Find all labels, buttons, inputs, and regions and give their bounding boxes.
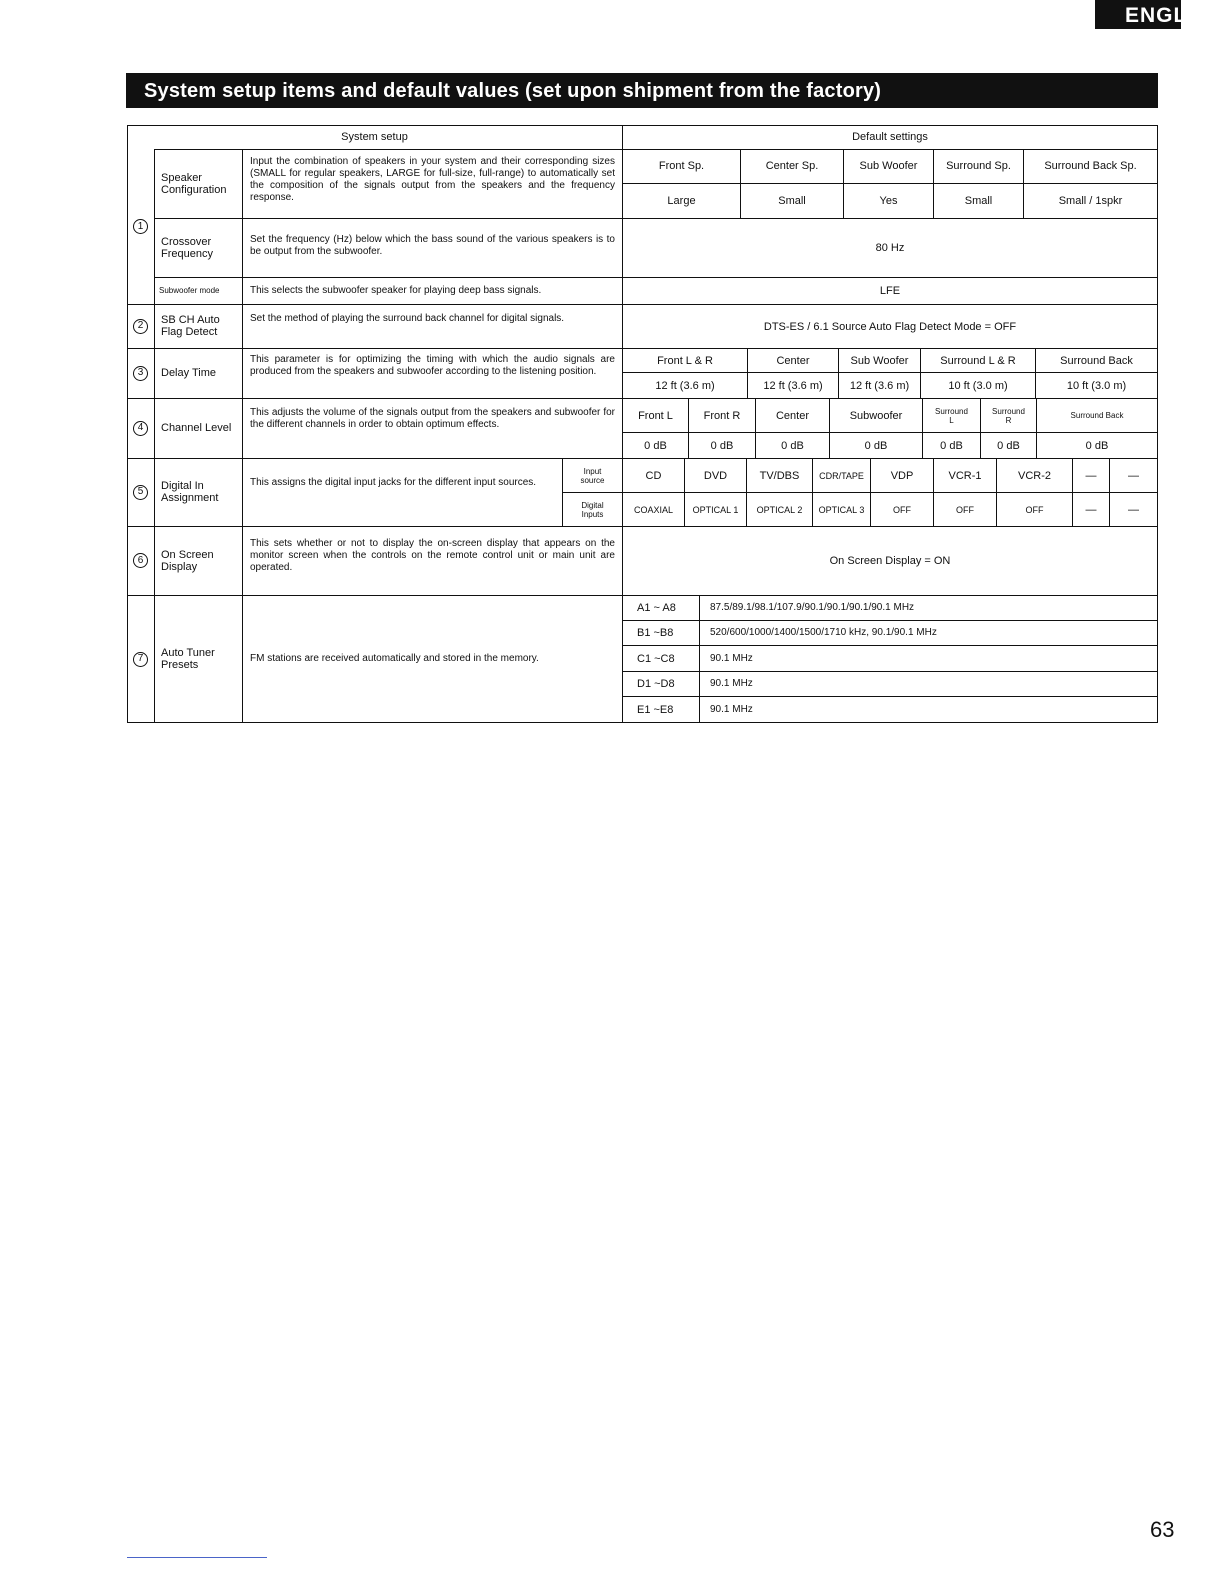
item-name: Delay Time (161, 367, 217, 379)
preset-frequency: 520/600/1000/1400/1500/1710 kHz, 90.1/90.1 MHz (710, 627, 937, 638)
channel-value: 0 dB (1085, 439, 1109, 452)
digital-input: OFF (956, 504, 974, 515)
digital-input: OPTICAL 3 (818, 504, 865, 515)
subwoofer-mode-value: LFE (879, 285, 901, 297)
item-description: This assigns the digital input jacks for the different input sources. (250, 477, 537, 488)
speaker-head: Front Sp. (658, 160, 705, 172)
speaker-head: Sub Woofer (859, 160, 918, 172)
speaker-head: Surround Back Sp. (1044, 160, 1137, 172)
digital-source: — (1128, 469, 1139, 482)
delay-value: 10 ft (3.0 m) (1066, 379, 1127, 392)
row-number-badge: 1 (127, 149, 154, 304)
row-number-badge: 5 (127, 458, 154, 526)
row-number-badge: 6 (127, 526, 154, 595)
digital-input: COAXIAL (633, 504, 673, 515)
digital-source: VCR-1 (948, 469, 982, 482)
channel-value: 0 dB (781, 439, 804, 452)
item-description: Set the frequency (Hz) below which the bass sound of the various speakers is to be output from the subwoofer. (250, 234, 615, 257)
item-name: SB CH Auto Flag Detect (161, 314, 220, 338)
language-tab: ENGL (1095, 0, 1181, 29)
item-name: Subwoofer mode (159, 286, 220, 295)
preset-bank: D1 ~D8 (637, 678, 675, 690)
digital-input: OPTICAL 2 (756, 504, 803, 515)
speaker-value: Yes (879, 195, 898, 207)
channel-value: 0 dB (997, 439, 1020, 452)
footer-rule (127, 1557, 267, 1558)
channel-head: Front R (703, 409, 741, 422)
delay-head: Surround L & R (940, 354, 1016, 367)
digital-source: — (1085, 469, 1097, 482)
item-name: Speaker Configuration (161, 171, 227, 196)
preset-frequency: 90.1 MHz (710, 652, 753, 664)
delay-value: 12 ft (3.6 m) (849, 379, 910, 392)
item-name: Digital In Assignment (161, 480, 219, 504)
digital-input: — (1085, 503, 1097, 516)
item-description: This sets whether or not to display the on-screen display that appears on the monitor screen when the controls on the remote control unit or main unit are operated. (250, 538, 615, 573)
header-system-setup: System setup (341, 131, 408, 143)
delay-value: 12 ft (3.6 m) (763, 379, 823, 392)
header-default-settings: Default settings (852, 131, 928, 143)
delay-head: Front L & R (657, 354, 713, 367)
item-name: On Screen Display (161, 548, 214, 573)
digital-source: CD (645, 469, 662, 482)
osd-value: On Screen Display = ON (829, 555, 951, 567)
crossover-value: 80 Hz (875, 242, 905, 254)
preset-frequency: 90.1 MHz (710, 703, 753, 715)
preset-frequency: 90.1 MHz (710, 678, 753, 689)
delay-head: Sub Woofer (850, 354, 909, 367)
speaker-head: Center Sp. (765, 160, 819, 172)
channel-head: Surround R (992, 406, 1025, 425)
digital-inputs-label: Digital Inputs (581, 500, 604, 519)
row-number-badge: 3 (127, 348, 154, 398)
speaker-value: Large (667, 195, 696, 207)
row-number-badge: 4 (127, 398, 154, 458)
digital-input: OFF (1025, 504, 1044, 515)
channel-head: Surround L (935, 406, 968, 425)
speaker-value: Small (778, 195, 806, 207)
item-description: Set the method of playing the surround back channel for digital signals. (250, 313, 565, 324)
digital-input: OFF (893, 504, 911, 515)
preset-bank: E1 ~E8 (637, 703, 674, 716)
channel-head: Center (775, 409, 810, 422)
channel-value: 0 dB (710, 439, 734, 452)
item-description: Input the combination of speakers in your system and their corresponding sizes (SMALL for regular speakers, LARGE for full-size, full-range) to automatically set the composition of the signals output from the speakers and the frequency response. (250, 156, 615, 203)
delay-head: Surround Back (1060, 354, 1133, 367)
section-title: System setup items and default values (set upon shipment from the factory) (126, 73, 1158, 108)
page-number: 63 (1150, 1517, 1175, 1542)
digital-source: VDP (890, 469, 914, 482)
speaker-head: Surround Sp. (946, 160, 1011, 172)
preset-bank: B1 ~B8 (637, 627, 674, 639)
item-description: This selects the subwoofer speaker for playing deep bass signals. (250, 285, 542, 296)
item-description: FM stations are received automatically and stored in the memory. (250, 653, 539, 664)
item-name: Channel Level (161, 422, 232, 434)
digital-input: — (1128, 503, 1139, 516)
preset-bank: C1 ~C8 (637, 652, 675, 665)
channel-value: 0 dB (864, 439, 888, 452)
item-name: Crossover Frequency (161, 235, 213, 260)
sb-ch-value: DTS-ES / 6.1 Source Auto Flag Detect Mode = OFF (763, 320, 1017, 333)
system-setup-table (127, 125, 1158, 723)
channel-value: 0 dB (644, 439, 667, 452)
row-number-badge: 2 (127, 304, 154, 348)
input-source-label: Input source (580, 466, 605, 485)
item-description: This adjusts the volume of the signals output from the speakers and subwoofer for the different channels in order to obtain optimum effects. (250, 407, 615, 430)
channel-value: 0 dB (940, 439, 963, 452)
digital-source: DVD (703, 469, 728, 482)
digital-source: CDR/TAPE (819, 470, 864, 481)
digital-source: TV/DBS (759, 469, 800, 482)
digital-input: OPTICAL 1 (692, 504, 739, 515)
row-number-badge: 7 (127, 595, 154, 723)
preset-bank: A1 ~ A8 (637, 602, 676, 614)
channel-head: Front L (638, 409, 673, 422)
delay-head: Center (776, 354, 810, 367)
speaker-value: Small (964, 195, 993, 207)
speaker-value: Small / 1spkr (1058, 195, 1123, 207)
delay-value: 12 ft (3.6 m) (655, 379, 715, 392)
delay-value: 10 ft (3.0 m) (948, 379, 1008, 392)
channel-head: Surround Back (1070, 411, 1124, 420)
item-description: This parameter is for optimizing the timing with which the audio signals are produced from the speakers and subwoofer according to the listening position. (250, 354, 615, 377)
channel-head: Subwoofer (849, 409, 903, 422)
preset-frequency: 87.5/89.1/98.1/107.9/90.1/90.1/90.1/90.1 MHz (710, 602, 915, 613)
digital-source: VCR-2 (1017, 469, 1051, 482)
item-name: Auto Tuner Presets (161, 647, 215, 671)
